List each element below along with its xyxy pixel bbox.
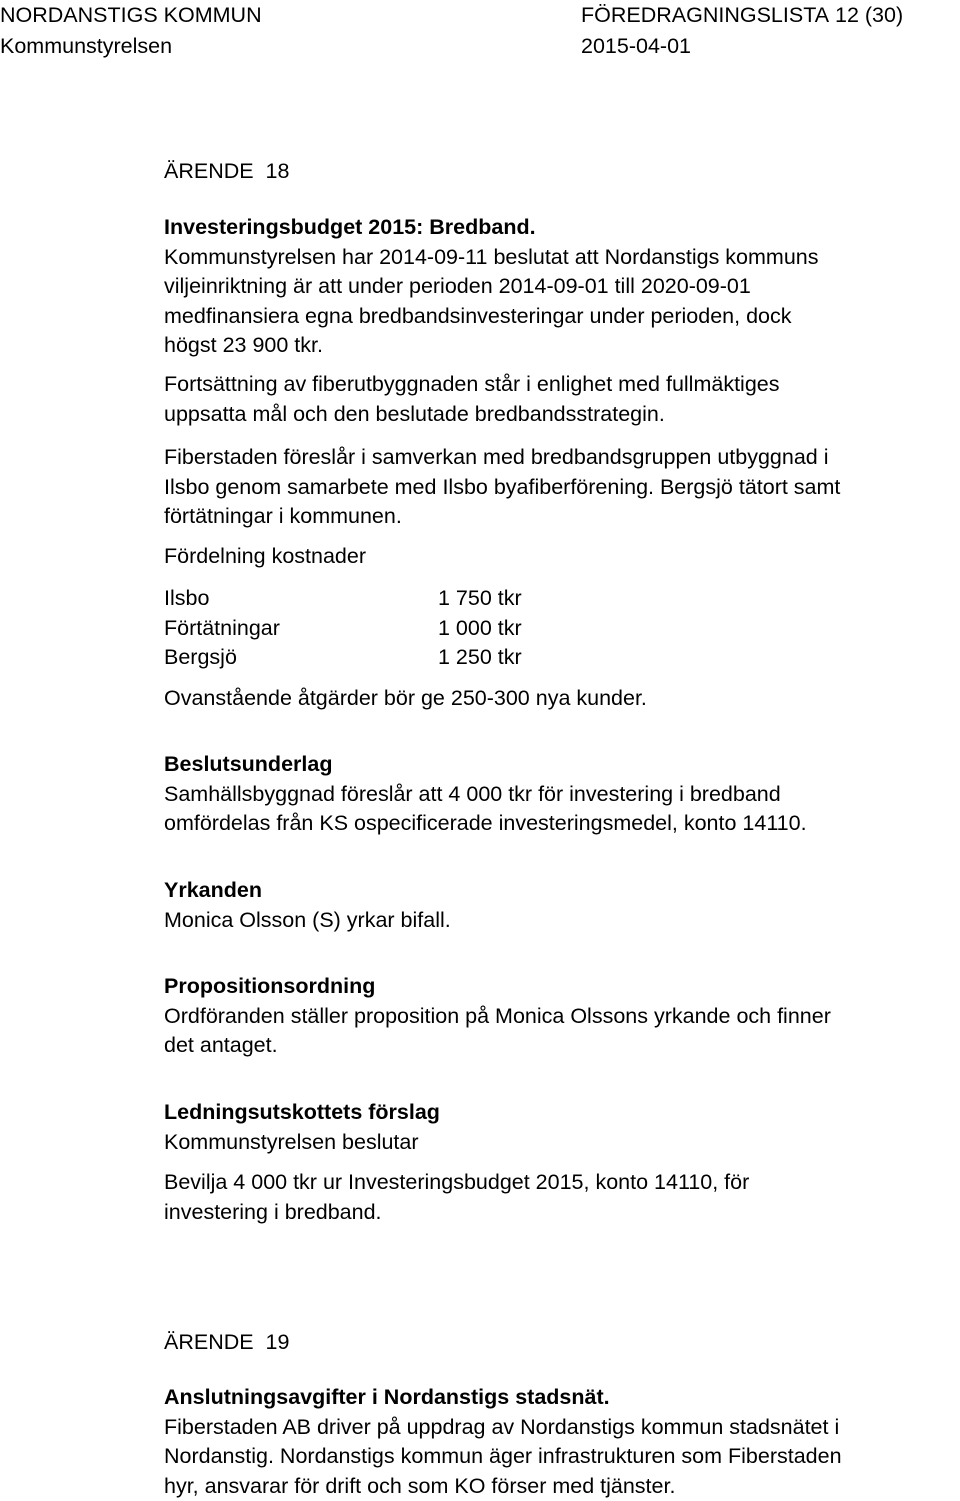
beslutsunderlag-heading: Beslutsunderlag [164, 750, 960, 780]
cost-table [164, 584, 960, 673]
cost-amount: 1 750 tkr [438, 584, 522, 614]
intro-line: högst 23 900 tkr. [164, 331, 960, 361]
cost-row [164, 643, 960, 673]
intro-line: viljeinriktning är att under perioden 2014-09-01 till 2020-09-01 [164, 272, 960, 302]
forslag-section [164, 1098, 960, 1157]
forslag-heading: Ledningsutskottets förslag [164, 1098, 960, 1128]
cost-row [164, 614, 960, 644]
cost-place: Bergsjö [164, 645, 237, 669]
paragraph-3-line: Ilsbo genom samarbete med Ilsbo byafiberförening. Bergsjö tätort samt [164, 473, 960, 503]
intro-line: medfinansiera egna bredbandsinvesteringar under perioden, dock [164, 302, 960, 332]
cost-row [164, 584, 960, 614]
cost-amount: 1 250 tkr [438, 643, 522, 673]
cost-heading: Fördelning kostnader [164, 542, 960, 572]
yrkanden-heading: Yrkanden [164, 876, 960, 906]
header-body: Kommunstyrelsen [0, 33, 172, 59]
arende-18-title: Investeringsbudget 2015: Bredband. [164, 213, 960, 243]
cost-place: Ilsbo [164, 586, 209, 610]
arende-19-line: Nordanstig. Nordanstigs kommun äger infrastrukturen som Fiberstaden [164, 1442, 960, 1472]
header-date: 2015-04-01 [581, 33, 691, 59]
paragraph-2-line: uppsatta mål och den beslutade bredbandsstrategin. [164, 400, 960, 430]
header-org: NORDANSTIGS KOMMUN [0, 2, 262, 28]
cost-place: Förtätningar [164, 616, 280, 640]
arende-19-label: ÄRENDE 19 [164, 1328, 960, 1358]
paragraph-3-line: Fiberstaden föreslår i samverkan med bredbandsgruppen utbyggnad i [164, 443, 960, 473]
forslag-line: Bevilja 4 000 tkr ur Investeringsbudget 2015, konto 14110, för [164, 1168, 960, 1198]
arende-19-line: hyr, ansvarar för drift och som KO förser med tjänster. [164, 1472, 960, 1501]
arende-18-label: ÄRENDE 18 [164, 157, 960, 187]
paragraph-2-line: Fortsättning av fiberutbyggnaden står i enlighet med fullmäktiges [164, 370, 960, 400]
header-doc-type: FÖREDRAGNINGSLISTA [581, 2, 829, 28]
propositionsordning-heading: Propositionsordning [164, 972, 960, 1002]
propositionsordning-line: det antaget. [164, 1031, 960, 1061]
arende-19-section [164, 1383, 960, 1501]
beslutsunderlag-section [164, 750, 960, 839]
arende-18-section [164, 213, 960, 361]
propositionsordning-line: Ordföranden ställer proposition på Monica Olssons yrkande och finner [164, 1002, 960, 1032]
arende-19-line: Fiberstaden AB driver på uppdrag av Nordanstigs kommun stadsnätet i [164, 1413, 960, 1443]
beslutsunderlag-line: omfördelas från KS ospecificerade investeringsmedel, konto 14110. [164, 809, 960, 839]
cost-amount: 1 000 tkr [438, 614, 522, 644]
yrkanden-text: Monica Olsson (S) yrkar bifall. [164, 906, 960, 936]
paragraph-3 [164, 443, 960, 532]
arende-19-title: Anslutningsavgifter i Nordanstigs stadsnät. [164, 1383, 960, 1413]
forslag-decision [164, 1168, 960, 1227]
propositionsordning-section [164, 972, 960, 1061]
yrkanden-section [164, 876, 960, 935]
paragraph-3-line: förtätningar i kommunen. [164, 502, 960, 532]
header-page-number: 12 (30) [835, 2, 903, 28]
beslutsunderlag-line: Samhällsbyggnad föreslår att 4 000 tkr för investering i bredband [164, 780, 960, 810]
cost-summary: Ovanstående åtgärder bör ge 250-300 nya kunder. [164, 684, 960, 714]
paragraph-2 [164, 370, 960, 429]
forslag-subheading: Kommunstyrelsen beslutar [164, 1128, 960, 1158]
intro-line: Kommunstyrelsen har 2014-09-11 beslutat att Nordanstigs kommuns [164, 243, 960, 273]
forslag-line: investering i bredband. [164, 1198, 960, 1228]
